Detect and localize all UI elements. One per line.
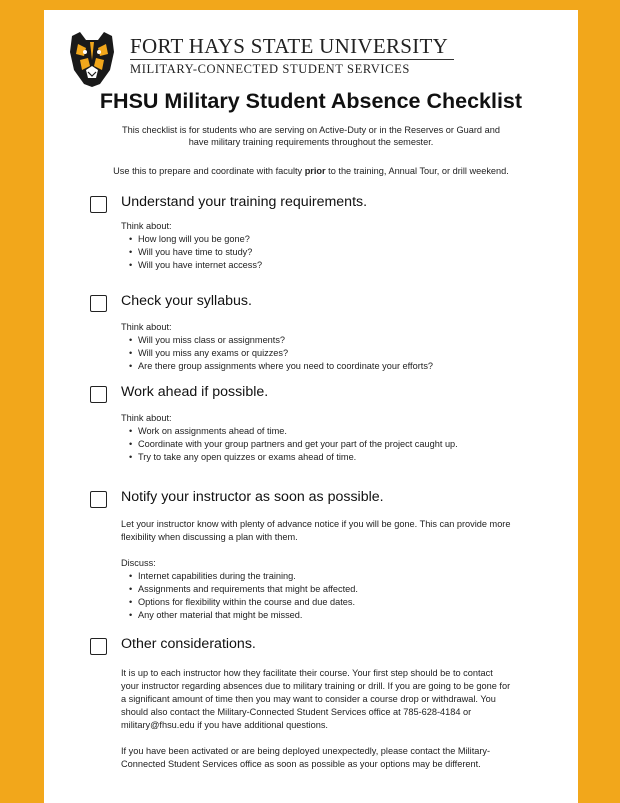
checkbox[interactable] (90, 638, 107, 655)
paragraph-line: If you have been activated or are being deployed unexpectedly, please contact the Military- (121, 746, 491, 756)
intro-line-2: have military training requirements throughout the semester. (188, 137, 434, 147)
section-label: Discuss: (121, 558, 156, 568)
checkbox[interactable] (90, 295, 107, 312)
bullet-list (121, 570, 533, 622)
list-item: • Work on assignments ahead of time. (121, 425, 533, 438)
tiger-head-icon (66, 30, 118, 88)
list-item: • Options for flexibility within the course and due dates. (121, 596, 533, 609)
bullet-list (121, 233, 533, 272)
section-label: Think about: (121, 221, 172, 231)
checkbox[interactable] (90, 491, 107, 508)
bullet-list (121, 334, 533, 373)
section-body (121, 412, 533, 464)
section-label: Think about: (121, 322, 172, 332)
list-item: • How long will you be gone? (121, 233, 533, 246)
list-item: • Are there group assignments where you need to coordinate your efforts? (121, 360, 533, 373)
list-item: • Internet capabilities during the training. (121, 570, 533, 583)
section-title: Work ahead if possible. (121, 384, 269, 400)
section-label: Think about: (121, 413, 172, 423)
section-body (121, 220, 533, 272)
paragraph-line: your instructor regarding absences due to military training or drill. If you are going to be gone for (121, 681, 511, 691)
intro-line-3-before: Use this to prepare and coordinate with faculty (113, 166, 305, 176)
section-body (121, 518, 533, 622)
letterhead (66, 30, 566, 90)
section-title: Check your syllabus. (121, 293, 252, 309)
list-item: • Will you have time to study? (121, 246, 533, 259)
checkbox[interactable] (90, 386, 107, 403)
university-name: FORT HAYS STATE UNIVERSITY (130, 34, 449, 58)
checkbox[interactable] (90, 196, 107, 213)
paragraph-line: military@fhsu.edu if you have additional questions. (121, 720, 328, 730)
list-item: • Any other material that might be missed. (121, 609, 533, 622)
department-name: MILITARY-CONNECTED STUDENT SERVICES (130, 62, 410, 76)
section-title: Other considerations. (121, 636, 256, 652)
paragraph-line: Connected Student Services office as soon as possible as your options may be different. (121, 759, 481, 769)
list-item: • Try to take any open quizzes or exams ahead of time. (121, 451, 533, 464)
intro-line-3-bold: prior (304, 166, 326, 176)
intro-line-3-after: to the training, Annual Tour, or drill weekend. (325, 166, 509, 176)
section-title: Notify your instructor as soon as possible. (121, 489, 384, 505)
page-title: FHSU Military Student Absence Checklist (99, 89, 523, 113)
section-title: Understand your training requirements. (121, 194, 368, 210)
list-item: • Will you have internet access? (121, 259, 533, 272)
paragraph-line: It is up to each instructor how they facilitate their course. Your first step should be to contact (121, 668, 493, 678)
header-divider (130, 59, 454, 60)
bullet-list (121, 425, 533, 464)
section-body (121, 321, 533, 373)
list-item: • Coordinate with your group partners and get your part of the project caught up. (121, 438, 533, 451)
paragraph-line: flexibility when discussing a plan with them. (121, 532, 298, 542)
intro-line-3 (44, 165, 578, 177)
paragraph-line: should also contact the Military-Connected Student Services office at 785-628-4184 or (121, 707, 472, 717)
list-item: • Will you miss class or assignments? (121, 334, 533, 347)
paragraph-line: Let your instructor know with plenty of advance notice if you will be gone. This can provide more (121, 519, 511, 529)
intro-line-1: This checklist is for students who are serving on Active-Duty or in the Reserves or Guard and (122, 125, 500, 135)
list-item: • Assignments and requirements that might be affected. (121, 583, 533, 596)
list-item: • Will you miss any exams or quizzes? (121, 347, 533, 360)
section-body (121, 667, 533, 771)
paragraph-line: a significant amount of time then you may want to consider a course drop or withdrawal. You (121, 694, 496, 704)
document-page (44, 10, 578, 803)
